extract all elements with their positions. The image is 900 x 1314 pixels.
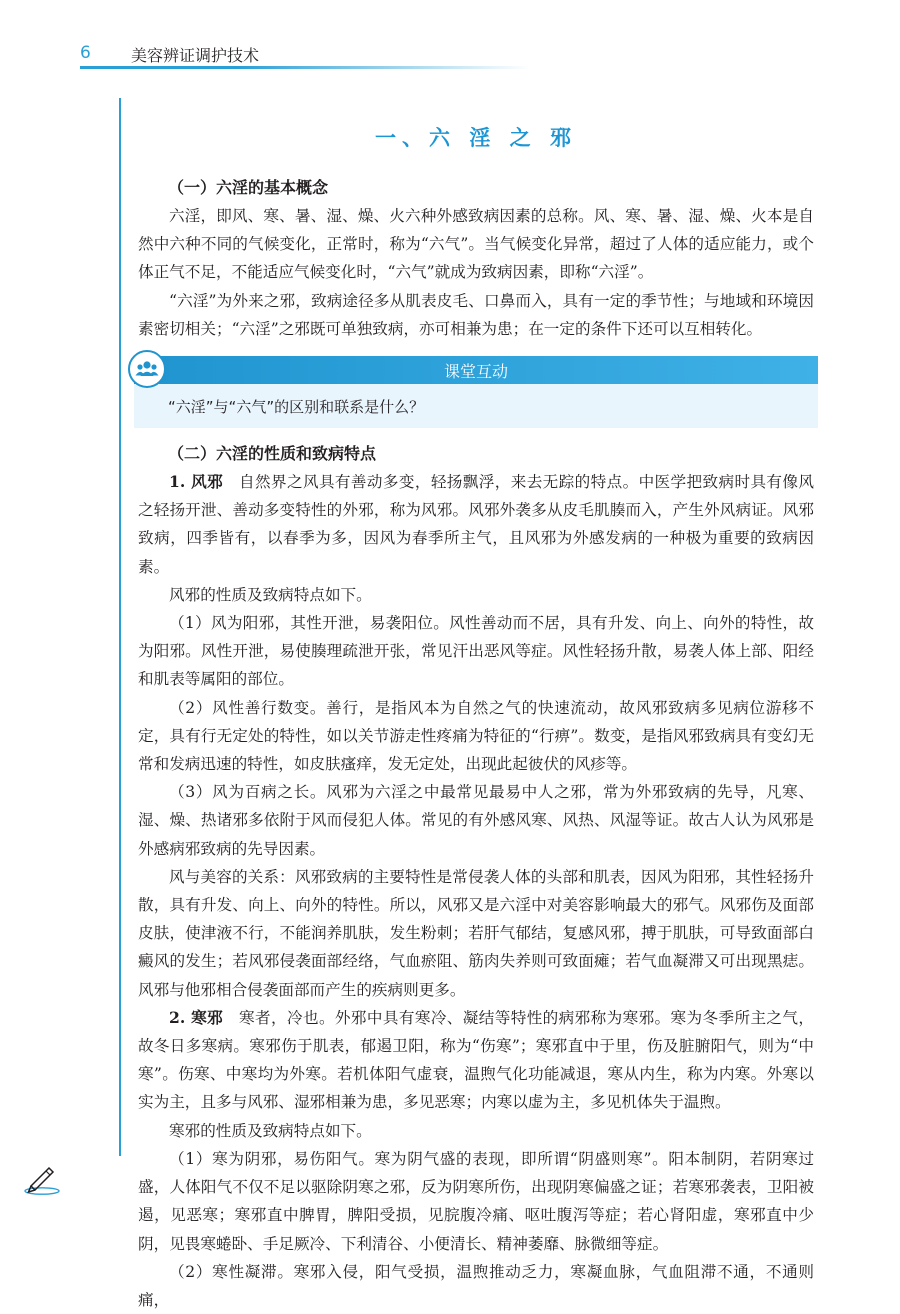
book-title: 美容辨证调护技术	[131, 46, 260, 65]
paragraph: 六淫，即风、寒、暑、湿、燥、火六种外感致病因素的总称。风、寒、暑、湿、燥、火本是自然中六种不同的气候变化，正常时，称为“六气”。当气候变化异常，超过了人体的适应能力，或个体正气不足，不能适应气候变化时，“六气”就成为致病因素，即称“六淫”。	[138, 207, 814, 282]
paragraph: （1）风为阳邪，其性开泄，易袭阳位。风性善动而不居，具有升发、向上、向外的特性，故为阳邪。风性开泄，易使腠理疏泄开张，常见汗出恶风等症。风性轻扬升散，易袭人体上部、阳经和肌表等属阳的部位。	[138, 614, 814, 689]
people-group-icon	[128, 350, 166, 388]
paragraph: （2）寒性凝滞。寒邪入侵，阳气受损，温煦推动乏力，寒凝血脉，气血阻滞不通，不通则痛，	[138, 1262, 814, 1309]
paragraph: “六淫”为外来之邪，致病途径多从肌表皮毛、口鼻而入，具有一定的季节性；与地域和环境因素密切相关；“六淫”之邪既可单独致病，亦可相兼为患；在一定的条件下还可以互相转化。	[138, 291, 814, 338]
subheading-basic-concept: （一）六淫的基本概念	[168, 178, 329, 197]
page-body	[138, 112, 814, 1314]
interaction-title: 课堂互动	[443, 362, 508, 382]
term-cold: 2. 寒邪	[169, 1007, 224, 1027]
paragraph: （2）风性善行数变。善行，是指风本为自然之气的快速流动，故风邪致病多见病位游移不定，具有行无定处的特性，如以关节游走性疼痛为特征的“行痹”。数变，是指风邪致病具有变幻无常和发病迅速的特性，如皮肤瘙痒，发无定处，出现此起彼伏的风疹等。	[138, 698, 814, 774]
margin-rule	[119, 98, 121, 1156]
paragraph: 风与美容的关系：风邪致病的主要特性是常侵袭人体的头部和肌表，因风为阳邪，其性轻扬升散，具有升发、向上、向外的特性。所以，风邪又是六淫中对美容影响最大的邪气。风邪伤及面部皮肤，使津液不行，不能润养肌肤，发生粉刺；若肝气郁结，复感风邪，搏于肌肤，可导致面部白癜风的发生；若风邪侵袭面部经络，气血瘀阻、筋肉失养则可致面瘫；若气血凝滞又可出现黑痣。风邪与他邪相合侵袭面部而产生的疾病则更多。	[138, 867, 814, 999]
subheading-properties: （二）六淫的性质和致病特点	[168, 444, 377, 464]
paragraph: （3）风为百病之长。风邪为六淫之中最常见最易中人之邪，常为外邪致病的先导，凡寒、湿、燥、热诸邪多依附于风而侵犯人体。常见的有外感风寒、风热、风湿等证。故古人认为风邪是外感病邪致病的先导因素。	[138, 783, 814, 858]
classroom-interaction-box	[134, 356, 818, 428]
term-wind: 1. 风邪	[169, 472, 224, 492]
pen-icon	[22, 1158, 62, 1198]
paragraph: （1）寒为阴邪，易伤阳气。寒为阴气盛的表现，即所谓“阴盛则寒”。阳本制阴，若阴寒过盛，人体阳气不仅不足以驱除阴寒之邪，反为阴寒所伤，出现阴寒偏盛之证；若寒邪袭表，卫阳被遏，见恶寒；寒邪直中脾胃，脾阳受损，见脘腹冷痛、呕吐腹泻等症；若心肾阳虚，寒邪直中少阴，见畏寒蜷卧、手足厥冷、下利清谷、小便清长、精神萎靡、脉微细等症。	[138, 1149, 814, 1253]
paragraph-wind-intro	[138, 468, 814, 581]
wind-intro-text: 自然界之风具有善动多变，轻扬飘浮，来去无踪的特点。中医学把致病时具有像风之轻扬开泄、善动多变特性的外邪，称为风邪。风邪外袭多从皮毛肌腠而入，产生外风病证。风邪致病，四季皆有，以春季为多，因风为春季所主气，且风邪为外感发病的一种极为重要的致病因素。	[138, 473, 814, 576]
page-number: 6	[80, 43, 91, 63]
header-rule	[80, 66, 530, 69]
cold-intro-text: 寒者，冷也。外邪中具有寒冷、凝结等特性的病邪称为寒邪。寒为冬季所主之气，故冬日多寒病。寒邪伤于肌表，郁遏卫阳，称为“伤寒”；寒邪直中于里，伤及脏腑阳气，则为“中寒”。伤寒、中寒均为外寒。若机体阳气虚衰，温煦气化功能减退，寒从内生，称为内寒。外寒以实为主，且多与风邪、湿邪相兼为患，多见恶寒；内寒以虚为主，多见机体失于温煦。	[138, 1008, 814, 1112]
paragraph-cold-intro	[138, 1004, 814, 1117]
paragraph: 寒邪的性质及致病特点如下。	[169, 1121, 372, 1140]
interaction-question: “六淫”与“六气”的区别和联系是什么？	[168, 398, 425, 417]
section-title: 一、六 淫 之 邪	[375, 126, 577, 150]
page-header	[0, 0, 900, 80]
interaction-title-bar	[134, 356, 818, 384]
paragraph: 风邪的性质及致病特点如下。	[169, 585, 372, 604]
